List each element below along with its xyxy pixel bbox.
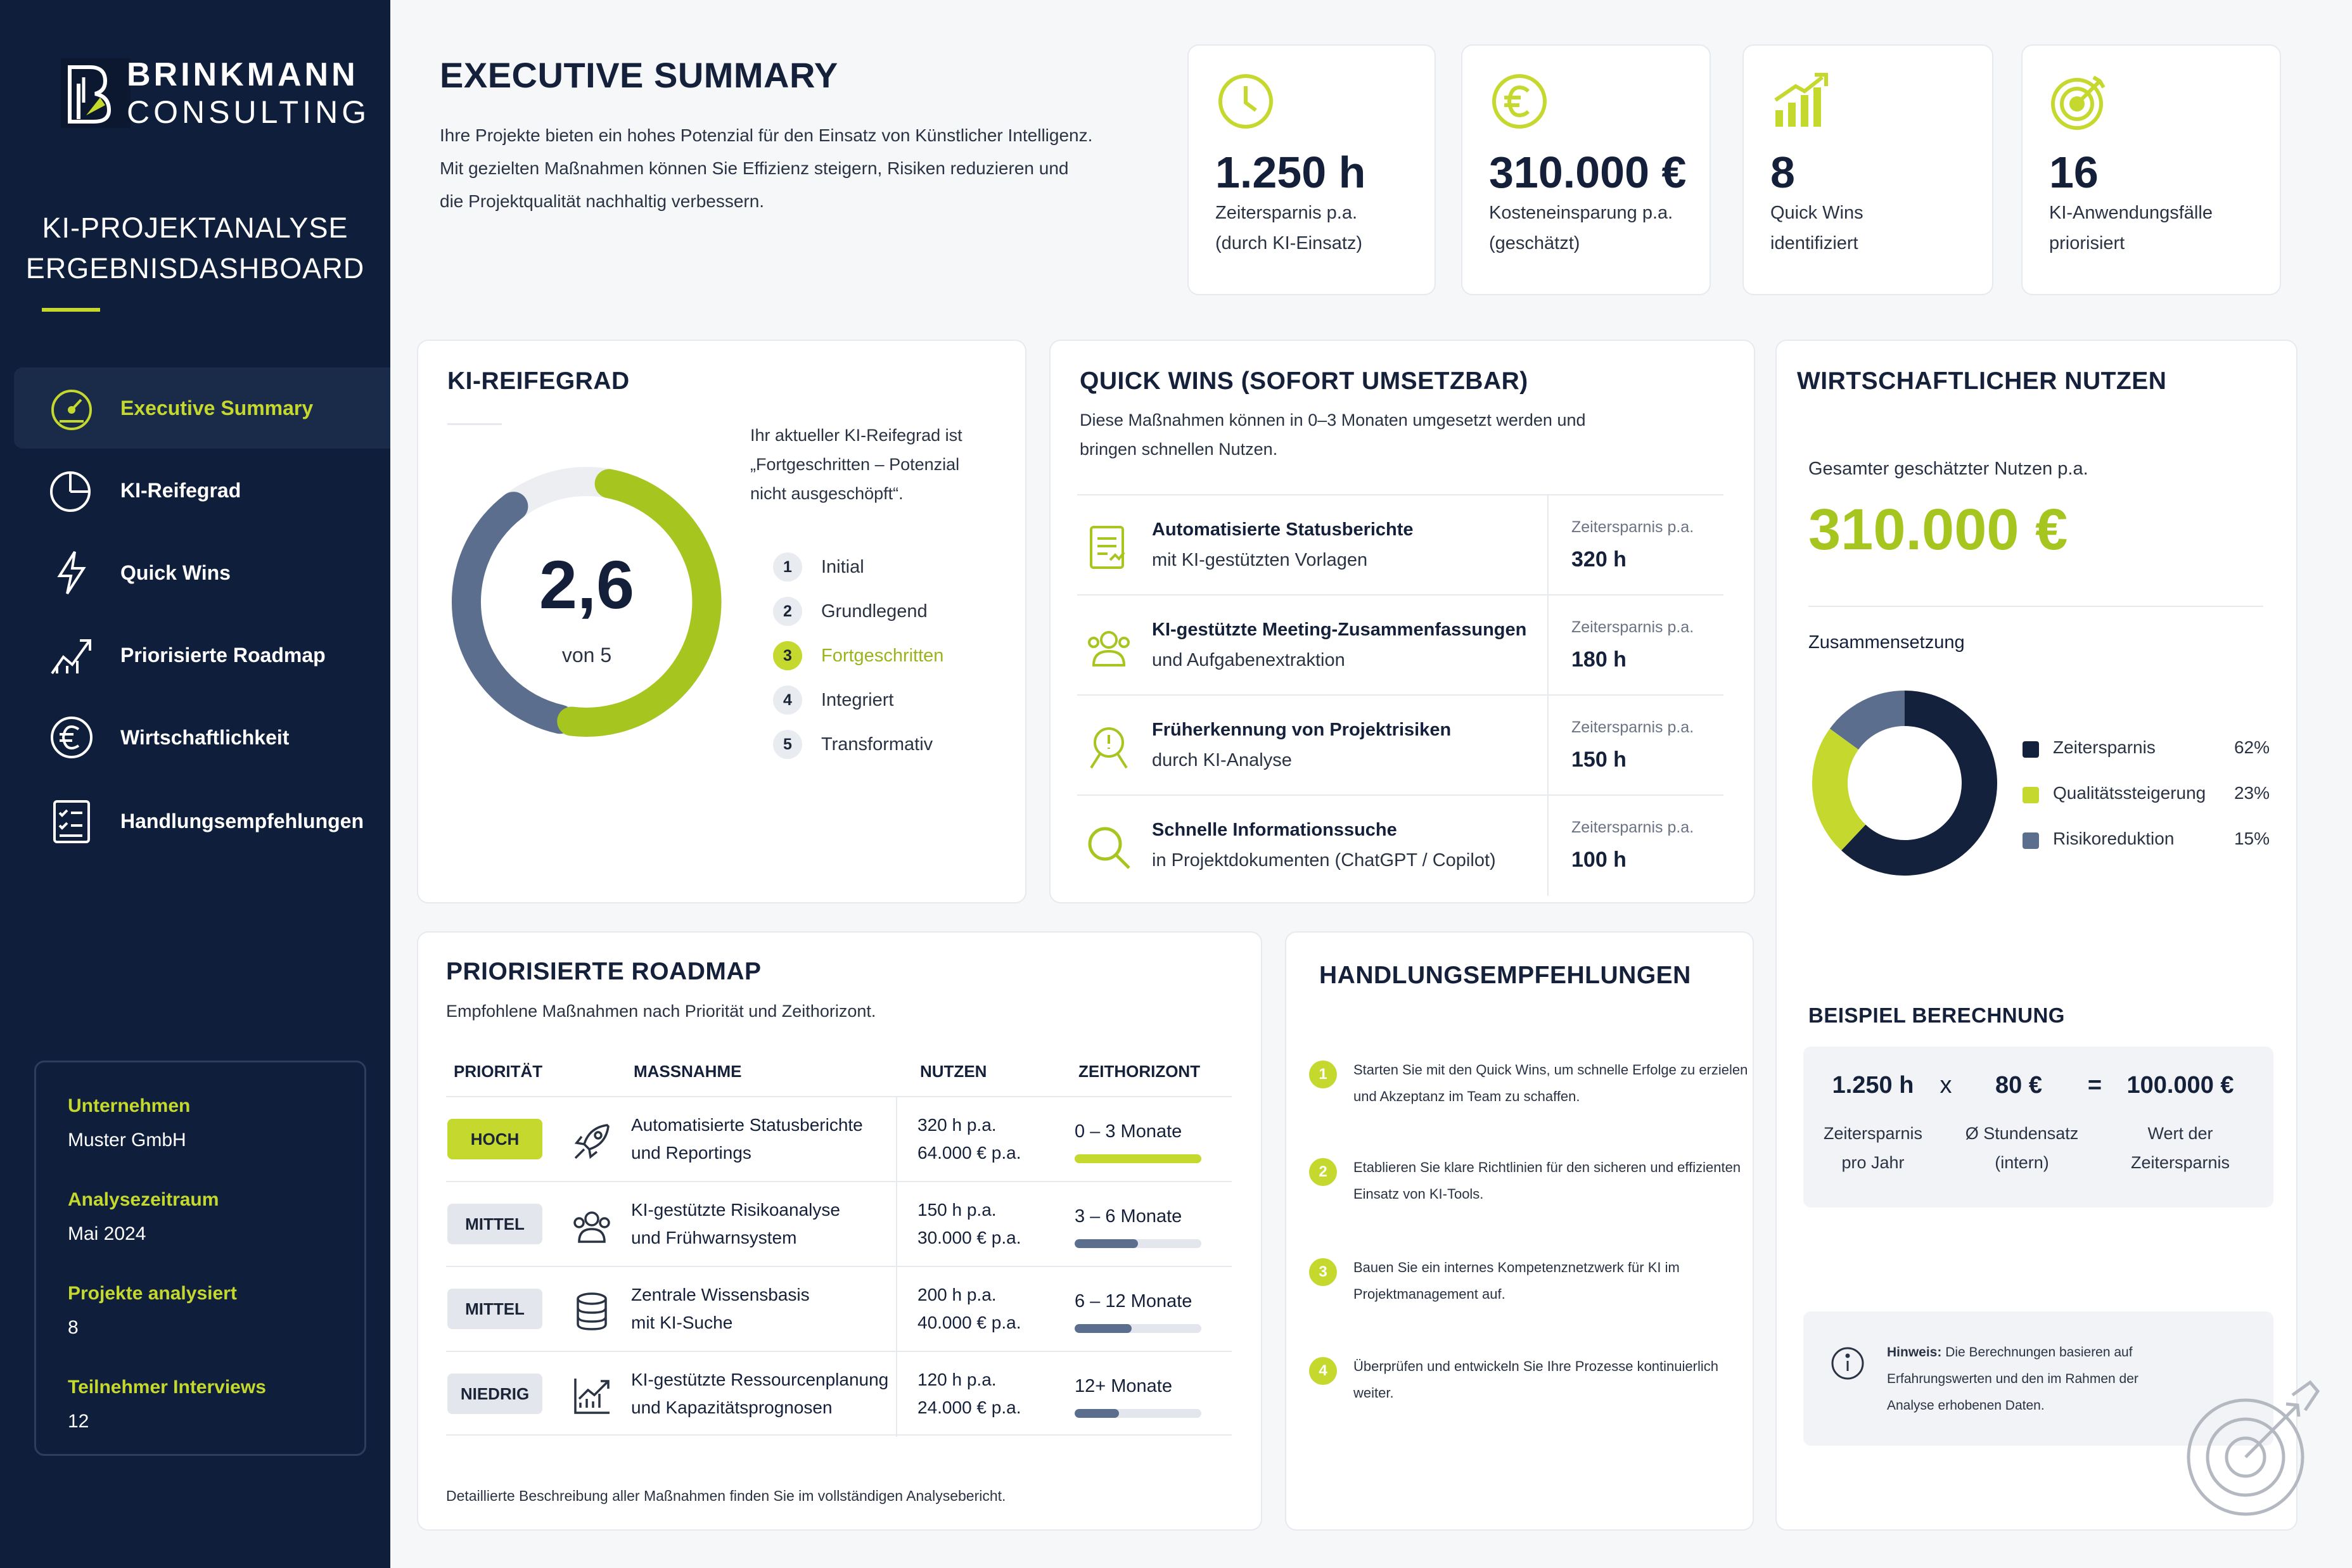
sidebar-title-line2: ERGEBNISDASHBOARD (25, 252, 365, 284)
nav-label: Wirtschaftlichkeit (120, 725, 290, 749)
reifegrad-desc-1: Ihr aktueller KI-Reifegrad ist (750, 426, 962, 445)
divider (896, 1352, 897, 1437)
level-item (773, 685, 893, 715)
benefit-hours: 320 h p.a. (917, 1115, 997, 1135)
col-header-massnahme: MASSNAHME (634, 1062, 742, 1081)
quickwin-subtitle: und Aufgabenextraktion (1152, 650, 1345, 670)
target-decoration-icon (2185, 1379, 2325, 1519)
recommendation-text: weiter. (1353, 1385, 1394, 1401)
recommendation-text: Starten Sie mit den Quick Wins, um schnelle Erfolge zu erzielen (1353, 1062, 1748, 1078)
quickwin-metric-value: 180 h (1571, 647, 1627, 672)
title-accent-line (42, 308, 100, 312)
risk-alert-icon (1085, 723, 1133, 772)
team-icon (570, 1205, 613, 1248)
gauge-icon (47, 383, 96, 433)
rocket-icon (570, 1120, 613, 1163)
chart-growth-icon (570, 1375, 613, 1418)
col-header-nutzen: NUTZEN (920, 1062, 987, 1081)
col-header-zeithorizont: ZEITHORIZONT (1078, 1062, 1201, 1081)
kpi-label: Kosteneinsparung p.a. (1489, 203, 1673, 223)
roadmap-row (446, 1351, 1232, 1436)
divider (896, 1097, 897, 1182)
sidebar-title-line1: KI-PROJEKTANALYSE (42, 212, 348, 244)
quickwin-metric-label: Zeitersparnis p.a. (1571, 819, 1694, 836)
reifegrad-desc-2: „Fortgeschritten – Potenzial (750, 455, 960, 474)
level-number: 4 (773, 685, 802, 715)
calc-equals: = (2087, 1072, 2102, 1099)
level-number: 5 (773, 730, 802, 759)
time-progress-bar (1075, 1154, 1201, 1163)
measure-title: Automatisierte Statusberichte (631, 1115, 863, 1135)
sidebar-title (0, 208, 390, 289)
quickwins-sub-1: Diese Maßnahmen können in 0–3 Monaten umgesetzt werden und (1080, 411, 1586, 430)
nutzen-label: Gesamter geschätzter Nutzen p.a. (1808, 459, 2088, 479)
measure-title: KI-gestützte Risikoanalyse (631, 1200, 840, 1220)
calc-result: 100.000 € (2126, 1072, 2234, 1099)
search-icon (1085, 824, 1133, 872)
clock-icon (1215, 71, 1276, 132)
quickwin-item (1077, 494, 1723, 594)
benefit-euro: 24.000 € p.a. (917, 1398, 1021, 1417)
kpi-label: Quick Wins (1770, 203, 1863, 223)
benefit-euro: 30.000 € p.a. (917, 1228, 1021, 1247)
quickwins-title: QUICK WINS (SOFORT UMSETZBAR) (1080, 367, 1528, 395)
nav-handlungsempfehlungen[interactable] (14, 781, 390, 862)
sidebar (0, 0, 390, 1568)
info-value-unternehmen: Muster GmbH (68, 1130, 186, 1151)
calc-rate: 80 € (1995, 1072, 2042, 1099)
quickwin-title: Automatisierte Statusberichte (1152, 519, 1414, 540)
divider (447, 423, 502, 425)
summary-line-3: die Projektqualität nachhaltig verbessern. (440, 191, 765, 211)
kpi-sublabel: priorisiert (2049, 233, 2125, 253)
calc-label-line: Zeitersparnis (1823, 1124, 1923, 1143)
nutzen-title: WIRTSCHAFTLICHER NUTZEN (1797, 367, 2167, 395)
quickwin-item (1077, 794, 1723, 895)
reifegrad-title: KI-REIFEGRAD (447, 367, 630, 395)
level-number: 1 (773, 552, 802, 582)
kpi-sublabel: (durch KI-Einsatz) (1215, 233, 1363, 253)
summary-line-2: Mit gezielten Maßnahmen können Sie Effizienz steigern, Risiken reduzieren und (440, 158, 1069, 178)
composition-title: Zusammensetzung (1808, 632, 1965, 653)
legend-item (2023, 829, 2270, 854)
quickwin-metric-label: Zeitersparnis p.a. (1571, 518, 1694, 536)
kpi-value: 1.250 h (1215, 148, 1366, 197)
divider (896, 1267, 897, 1352)
kpi-value: 310.000 € (1489, 148, 1687, 197)
time-horizon: 6 – 12 Monate (1075, 1291, 1192, 1311)
roadmap-row (446, 1266, 1232, 1351)
nav-label: Quick Wins (120, 561, 231, 584)
calc-label-hours (1810, 1119, 1936, 1177)
note-text (1887, 1339, 2138, 1419)
divider (1547, 696, 1549, 796)
nutzen-value: 310.000 € (1808, 497, 2068, 562)
level-item-active (773, 641, 943, 670)
priority-badge: NIEDRIG (447, 1374, 542, 1414)
benefit-euro: 40.000 € p.a. (917, 1313, 1021, 1332)
quickwin-subtitle: in Projektdokumenten (ChatGPT / Copilot) (1152, 850, 1496, 870)
progress-fill (1075, 1239, 1138, 1248)
time-progress-bar (1075, 1409, 1201, 1418)
page-title: EXECUTIVE SUMMARY (440, 55, 838, 95)
level-label: Transformativ (821, 734, 933, 755)
progress-fill (1075, 1324, 1132, 1333)
step-number: 3 (1309, 1258, 1337, 1286)
quickwin-metric-value: 320 h (1571, 547, 1627, 571)
calc-title: BEISPIEL BERECHNUNG (1808, 1004, 2065, 1027)
priority-badge: MITTEL (447, 1204, 542, 1244)
legend-label: Qualitätssteigerung (2053, 783, 2206, 803)
legend-percent: 23% (2234, 783, 2270, 803)
time-horizon: 0 – 3 Monate (1075, 1121, 1182, 1142)
level-label: Grundlegend (821, 601, 928, 621)
calc-hours: 1.250 h (1832, 1072, 1914, 1099)
legend-swatch (2023, 787, 2039, 803)
benefit-euro: 64.000 € p.a. (917, 1143, 1021, 1163)
roadmap-row (446, 1181, 1232, 1266)
kpi-card-anwendungsfaelle (2021, 44, 2281, 295)
target-icon (2049, 71, 2110, 132)
level-item (773, 597, 928, 626)
quickwins-sub-2: bringen schnellen Nutzen. (1080, 440, 1278, 459)
time-horizon: 12+ Monate (1075, 1376, 1172, 1396)
nav-label: Priorisierte Roadmap (120, 643, 326, 666)
step-number: 2 (1309, 1158, 1337, 1186)
divider (1808, 606, 2263, 607)
note-line: Analyse erhobenen Daten. (1887, 1398, 2045, 1413)
measure-subtitle: und Frühwarnsystem (631, 1228, 797, 1247)
level-label: Fortgeschritten (821, 645, 944, 666)
measure-title: KI-gestützte Ressourcenplanung (631, 1370, 889, 1389)
level-number: 2 (773, 597, 802, 626)
benefit-hours: 150 h p.a. (917, 1200, 997, 1220)
nav-label: KI-Reifegrad (120, 478, 241, 502)
summary-line-1: Ihre Projekte bieten ein hohes Potenzial für den Einsatz von Künstlicher Intelligenz. (440, 125, 1093, 145)
kpi-card-quickwins (1742, 44, 1993, 295)
recommendation-text: Etablieren Sie klare Richtlinien für den sicheren und effizienten (1353, 1159, 1741, 1175)
measure-subtitle: und Kapazitätsprognosen (631, 1398, 833, 1417)
kpi-value: 16 (2049, 148, 2099, 197)
nav-quick-wins[interactable] (14, 532, 390, 613)
quickwin-title: Früherkennung von Projektrisiken (1152, 720, 1452, 740)
nav-ki-reifegrad[interactable] (14, 450, 390, 531)
info-label-unternehmen: Unternehmen (68, 1095, 191, 1116)
bar-growth-icon (1770, 71, 1831, 132)
nav-label: Executive Summary (120, 396, 314, 419)
calc-label-line: Ø Stundensatz (1965, 1124, 2079, 1143)
level-label: Integriert (821, 689, 894, 710)
project-info-box (34, 1061, 366, 1456)
time-horizon: 3 – 6 Monate (1075, 1206, 1182, 1227)
empfehlungen-title: HANDLUNGSEMPFEHLUNGEN (1319, 962, 1691, 989)
quickwin-metric-value: 150 h (1571, 748, 1627, 772)
level-label: Initial (821, 556, 864, 577)
brand-subname: CONSULTING (127, 94, 371, 130)
calc-label-line: Zeitersparnis (2130, 1153, 2230, 1172)
brand-logo (61, 58, 131, 128)
legend-percent: 62% (2234, 737, 2270, 757)
database-icon (570, 1290, 613, 1333)
recommendation-text: Projektmanagement auf. (1353, 1286, 1505, 1302)
brand-name: BRINKMANN (127, 56, 359, 93)
calc-times: x (1940, 1072, 1952, 1099)
time-progress-bar (1075, 1324, 1201, 1333)
quickwin-metric-value: 100 h (1571, 848, 1627, 872)
priority-badge: MITTEL (447, 1289, 542, 1329)
step-number: 4 (1309, 1357, 1337, 1385)
calc-label-line: (intern) (1995, 1153, 2049, 1172)
info-value-zeitraum: Mai 2024 (68, 1223, 146, 1244)
legend-label: Zeitersparnis (2053, 737, 2156, 757)
quickwin-metric-label: Zeitersparnis p.a. (1571, 718, 1694, 736)
progress-fill (1075, 1154, 1201, 1163)
calc-label-line: pro Jahr (1841, 1153, 1905, 1172)
recommendation-text: Einsatz von KI-Tools. (1353, 1186, 1484, 1202)
kpi-sublabel: (geschätzt) (1489, 233, 1580, 253)
note-line: Die Berechnungen basieren auf (1941, 1345, 2133, 1360)
note-line: Erfahrungswerten und den im Rahmen der (1887, 1372, 2138, 1386)
kpi-label: Zeitersparnis p.a. (1215, 203, 1358, 223)
benefit-hours: 200 h p.a. (917, 1285, 997, 1304)
level-number: 3 (773, 641, 802, 670)
nav-executive-summary[interactable] (14, 367, 390, 449)
kpi-value: 8 (1770, 148, 1795, 197)
kpi-card-zeitersparnis (1187, 44, 1436, 295)
roadmap-sub: Empfohlene Maßnahmen nach Priorität und Zeithorizont. (446, 1002, 876, 1021)
info-label-interviews: Teilnehmer Interviews (68, 1377, 266, 1398)
quickwin-title: KI-gestützte Meeting-Zusammenfassungen (1152, 620, 1527, 640)
info-label-projekte: Projekte analysiert (68, 1283, 237, 1304)
quickwin-subtitle: mit KI-gestützten Vorlagen (1152, 550, 1368, 570)
legend-item (2023, 737, 2270, 763)
report-icon (1085, 523, 1133, 571)
kpi-card-kosten (1461, 44, 1711, 295)
note-bold: Hinweis: (1887, 1345, 1942, 1360)
level-item (773, 730, 933, 759)
nav-priorisierte-roadmap[interactable] (14, 615, 390, 696)
quickwin-metric-label: Zeitersparnis p.a. (1571, 618, 1694, 636)
reifegrad-desc-3: nicht ausgeschöpft“. (750, 484, 904, 503)
step-number: 1 (1309, 1061, 1337, 1088)
measure-title: Zentrale Wissensbasis (631, 1285, 810, 1304)
legend-item (2023, 783, 2270, 808)
nav-wirtschaftlichkeit[interactable] (14, 697, 390, 778)
recommendation-text: und Akzeptanz im Team zu schaffen. (1353, 1088, 1580, 1104)
euro-icon (47, 713, 96, 762)
level-item (773, 552, 864, 582)
calc-label-result (2114, 1119, 2247, 1177)
donut-slice-qualitaet (1830, 739, 1853, 838)
kpi-sublabel: identifiziert (1770, 233, 1858, 253)
measure-subtitle: mit KI-Suche (631, 1313, 733, 1332)
legend-percent: 15% (2234, 829, 2270, 848)
calc-label-rate (1955, 1119, 2088, 1177)
checklist-icon (47, 796, 96, 846)
legend-label: Risikoreduktion (2053, 829, 2175, 848)
quickwin-item (1077, 594, 1723, 694)
recommendation-text: Bauen Sie ein internes Kompetenznetzwerk für KI im (1353, 1259, 1680, 1275)
divider (1547, 495, 1549, 596)
measure-subtitle: und Reportings (631, 1143, 751, 1163)
reifegrad-score: 2,6 (539, 546, 635, 623)
info-value-projekte: 8 (68, 1317, 79, 1338)
divider (1547, 796, 1549, 896)
kpi-label: KI-Anwendungsfälle (2049, 203, 2213, 223)
quickwin-subtitle: durch KI-Analyse (1152, 750, 1292, 770)
meeting-icon (1085, 623, 1133, 672)
roadmap-footer: Detaillierte Beschreibung aller Maßnahmen finden Sie im vollständigen Analysebericht. (446, 1488, 1006, 1504)
calc-label-line: Wert der (2147, 1124, 2213, 1143)
info-label-zeitraum: Analysezeitraum (68, 1189, 219, 1210)
composition-donut-chart (1810, 688, 2000, 878)
benefit-hours: 120 h p.a. (917, 1370, 997, 1389)
empfehlungen-card (1285, 931, 1754, 1531)
roadmap-row (446, 1096, 1232, 1181)
lightning-icon (47, 548, 96, 597)
legend-swatch (2023, 741, 2039, 758)
priority-badge: HOCH (447, 1119, 542, 1159)
quickwin-title: Schnelle Informationssuche (1152, 820, 1397, 840)
euro-coin-icon (1489, 71, 1550, 132)
donut-slice-risiko (1844, 708, 1905, 739)
progress-fill (1075, 1409, 1119, 1418)
trend-chart-icon (47, 630, 96, 680)
legend-swatch (2023, 832, 2039, 849)
divider (1547, 596, 1549, 696)
pie-chart-icon (47, 466, 96, 515)
col-header-prioritaet: PRIORITÄT (454, 1062, 543, 1081)
divider (896, 1182, 897, 1267)
quickwin-item (1077, 694, 1723, 794)
recommendation-text: Überprüfen und entwickeln Sie Ihre Prozesse kontinuierlich (1353, 1358, 1718, 1374)
nav-label: Handlungsempfehlungen (120, 809, 364, 832)
info-value-interviews: 12 (68, 1411, 89, 1432)
roadmap-title: PRIORISIERTE ROADMAP (446, 958, 762, 985)
info-icon (1830, 1346, 1865, 1381)
reifegrad-of: von 5 (561, 644, 612, 666)
time-progress-bar (1075, 1239, 1201, 1248)
